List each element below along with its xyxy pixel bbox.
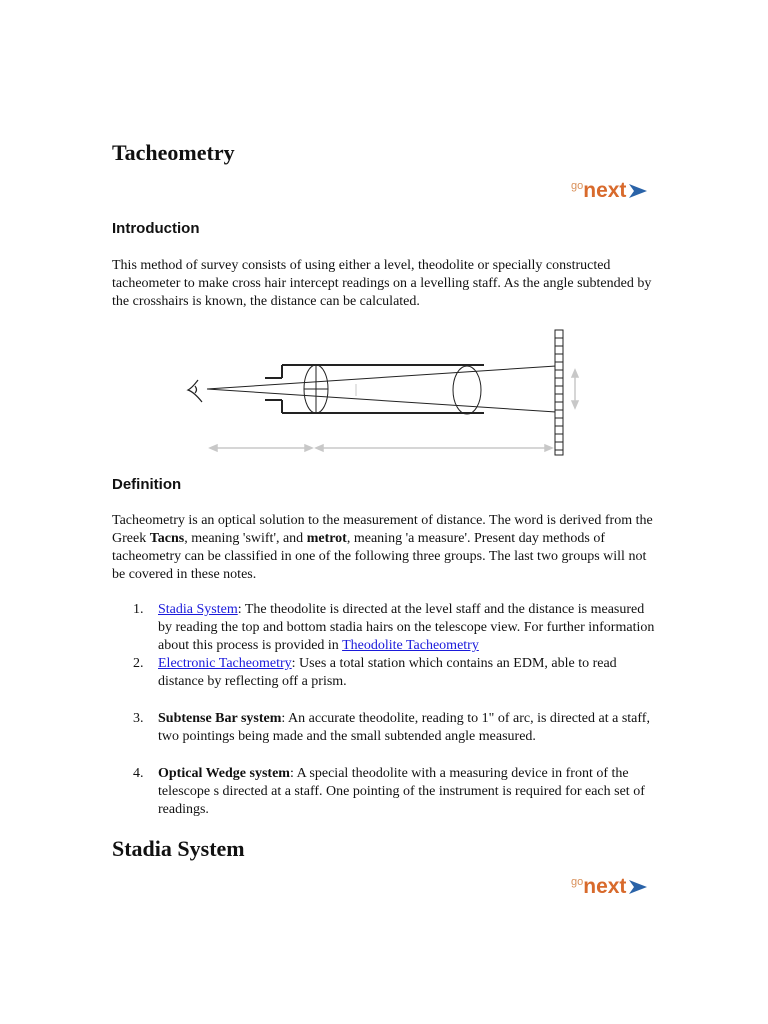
definition-heading: Definition xyxy=(112,476,182,493)
list-item xyxy=(112,765,658,819)
list-text: : The theodolite is directed at the level staff and the distance is measured by reading the top and bottom stadia hairs on the telescope view. For further information about this process is provided in xyxy=(158,602,655,653)
gonext-button[interactable] xyxy=(571,876,647,897)
levelling-staff xyxy=(555,330,563,455)
gonext-go: go xyxy=(571,180,584,192)
theodolite-tacheometry-link[interactable]: Theodolite Tacheometry xyxy=(342,638,479,653)
list-number: 2. xyxy=(133,656,144,671)
term-tacns: Tacns xyxy=(149,531,185,546)
eye-icon xyxy=(188,380,202,402)
eyepiece-lens xyxy=(453,366,481,414)
gonext-go: go xyxy=(571,876,584,888)
definition-text-2: , meaning 'swift', and xyxy=(184,531,307,546)
telescope-tube xyxy=(265,365,484,413)
methods-list xyxy=(112,601,658,819)
list-number: 1. xyxy=(133,602,144,617)
dimension-arrows xyxy=(210,370,578,451)
list-item xyxy=(112,710,658,746)
term-metrot: metrot xyxy=(306,531,347,546)
arrow-right-icon xyxy=(629,880,647,894)
definition-text-3: , meaning 'a measure'. Present day methods of tacheometry can be classified in one of the following three groups. The last two groups will not be covered in these notes. xyxy=(112,531,647,582)
arrow-right-icon xyxy=(629,184,647,198)
list-text: : Uses a total station which contains an EDM, able to read distance by reflecting off a prism. xyxy=(158,656,617,689)
electronic-tacheometry-link[interactable]: Electronic Tacheometry xyxy=(158,656,292,671)
section-title-stadia: Stadia System xyxy=(112,836,245,861)
intro-heading: Introduction xyxy=(112,220,200,237)
gonext-next: next xyxy=(583,179,627,202)
definition-text-1: Tacheometry is an optical solution to the measurement of distance. The word is derived from the Greek xyxy=(112,513,653,546)
tacheometer-diagram xyxy=(170,320,590,470)
list-number: 4. xyxy=(133,766,144,781)
stadia-system-link[interactable]: Stadia System xyxy=(158,602,238,617)
gonext-button[interactable] xyxy=(571,180,647,201)
list-number: 3. xyxy=(133,711,144,726)
list-text: : An accurate theodolite, reading to 1" of arc, is directed at a staff, two pointings being made and the small subtended angle measured. xyxy=(158,711,650,744)
list-term: Optical Wedge system xyxy=(158,766,290,781)
list-item xyxy=(112,655,658,691)
gonext-next: next xyxy=(583,875,627,898)
list-term: Subtense Bar system xyxy=(158,711,282,726)
definition-text xyxy=(112,512,657,584)
list-text: : A special theodolite with a measuring device in front of the telescope s directed at a staff. One pointing of the instrument is required for each set of readings. xyxy=(158,766,645,817)
list-item xyxy=(112,601,658,655)
page-title: Tacheometry xyxy=(112,140,235,165)
intro-text: This method of survey consists of using either a level, theodolite or specially constructed tacheometer to make cross hair intercept readings on a levelling staff. As the angle subtended by the crosshairs is known, the distance can be calculated. xyxy=(112,258,652,309)
